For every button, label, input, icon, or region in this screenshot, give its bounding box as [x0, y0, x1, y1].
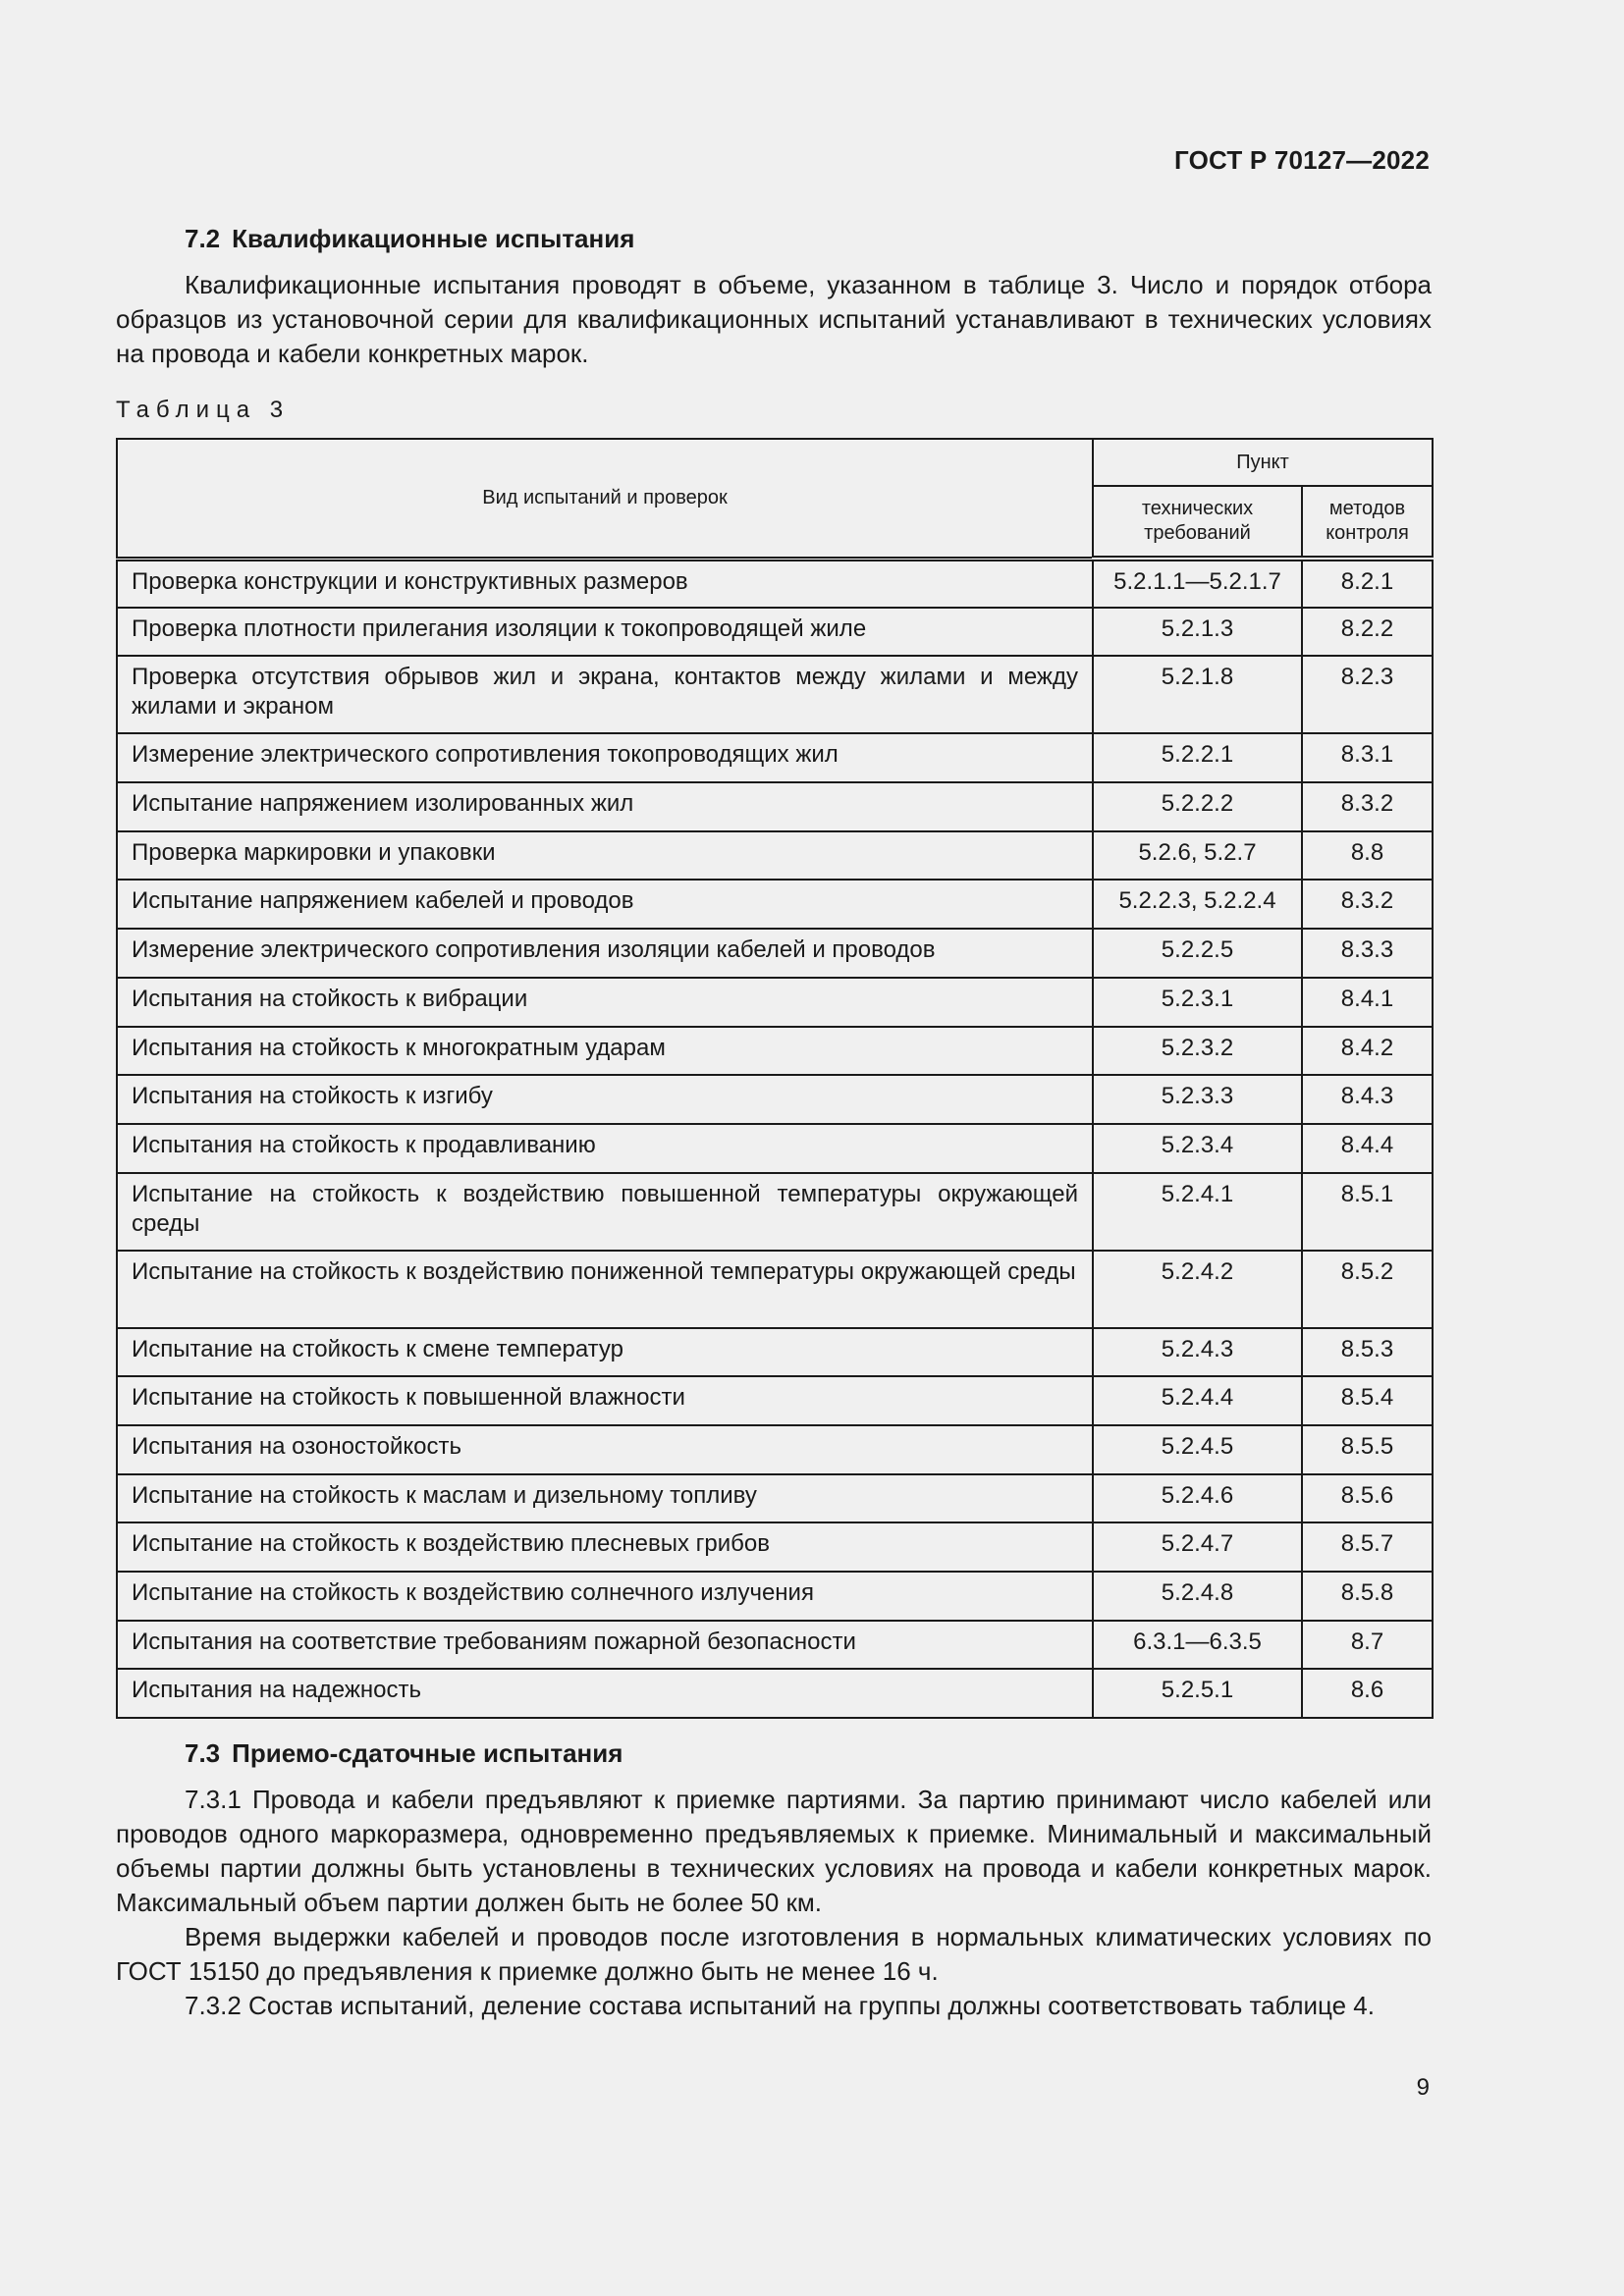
- header-tech-requirements: технических требований: [1093, 486, 1302, 559]
- requirement-clause-cell: 6.3.1—6.3.5: [1093, 1621, 1302, 1670]
- test-name-cell: Измерение электрического сопротивления токопроводящих жил: [117, 733, 1093, 782]
- test-name-cell: Испытание на стойкость к воздействию повышенной температуры окружающей среды: [117, 1173, 1093, 1251]
- requirement-clause-cell: 5.2.4.4: [1093, 1376, 1302, 1425]
- table-row: [117, 831, 1433, 881]
- test-name-cell: Проверка отсутствия обрывов жил и экрана, контактов между жилами и между жилами и экраном: [117, 656, 1093, 733]
- page-number: 9: [1416, 2074, 1430, 2101]
- table-row: [117, 656, 1433, 733]
- requirement-clause-cell: 5.2.2.2: [1093, 782, 1302, 831]
- method-clause-cell: 8.3.1: [1302, 733, 1433, 782]
- requirement-clause-cell: 5.2.1.3: [1093, 608, 1302, 657]
- table-row: [117, 1027, 1433, 1076]
- requirement-clause-cell: 5.2.4.6: [1093, 1474, 1302, 1523]
- table-row: [117, 929, 1433, 978]
- method-clause-cell: 8.5.2: [1302, 1251, 1433, 1328]
- test-name-cell: Испытание на стойкость к воздействию солнечного излучения: [117, 1572, 1093, 1621]
- paragraph: 7.3.2 Состав испытаний, деление состава испытаний на группы должны соответствовать таблице 4.: [185, 1991, 1375, 2021]
- method-clause-cell: 8.5.4: [1302, 1376, 1433, 1425]
- requirement-clause-cell: 5.2.5.1: [1093, 1669, 1302, 1718]
- table-row: [117, 608, 1433, 657]
- method-clause-cell: 8.8: [1302, 831, 1433, 881]
- table-row: [117, 1474, 1433, 1523]
- requirement-clause-cell: 5.2.4.5: [1093, 1425, 1302, 1474]
- method-clause-cell: 8.2.3: [1302, 656, 1433, 733]
- table-row: [117, 1425, 1433, 1474]
- table-row: [117, 1669, 1433, 1718]
- method-clause-cell: 8.3.2: [1302, 880, 1433, 929]
- requirement-clause-cell: 5.2.2.5: [1093, 929, 1302, 978]
- method-clause-cell: 8.3.3: [1302, 929, 1433, 978]
- table-row: [117, 1376, 1433, 1425]
- method-clause-cell: 8.4.2: [1302, 1027, 1433, 1076]
- table-row: [117, 1251, 1433, 1328]
- method-clause-cell: 8.3.2: [1302, 782, 1433, 831]
- requirement-clause-cell: 5.2.4.7: [1093, 1522, 1302, 1572]
- page-content: [116, 224, 1432, 2023]
- section-heading-7-3: [185, 1738, 1432, 1769]
- header-control-methods: методов контроля: [1302, 486, 1433, 559]
- requirement-clause-cell: 5.2.1.1—5.2.1.7: [1093, 559, 1302, 608]
- method-clause-cell: 8.5.5: [1302, 1425, 1433, 1474]
- test-name-cell: Измерение электрического сопротивления изоляции кабелей и проводов: [117, 929, 1093, 978]
- table-row: [117, 978, 1433, 1027]
- paragraph: Время выдержки кабелей и проводов после изготовления в нормальных климатических условиях по ГОСТ 15150 до предъявления к приемке должно быть не менее 16 ч.: [116, 1922, 1432, 1987]
- requirement-clause-cell: 5.2.3.4: [1093, 1124, 1302, 1173]
- table-row: [117, 1124, 1433, 1173]
- header-test-type: Вид испытаний и проверок: [117, 439, 1093, 559]
- section-number: 7.3: [185, 1738, 221, 1769]
- requirement-clause-cell: 5.2.4.3: [1093, 1328, 1302, 1377]
- test-name-cell: Испытания на соответствие требованиям пожарной безопасности: [117, 1621, 1093, 1670]
- table-row: [117, 880, 1433, 929]
- requirement-clause-cell: 5.2.4.8: [1093, 1572, 1302, 1621]
- test-name-cell: Проверка плотности прилегания изоляции к токопроводящей жиле: [117, 608, 1093, 657]
- header-clause: Пункт: [1093, 439, 1433, 486]
- table-row: [117, 1621, 1433, 1670]
- method-clause-cell: 8.7: [1302, 1621, 1433, 1670]
- requirement-clause-cell: 5.2.2.1: [1093, 733, 1302, 782]
- requirement-clause-cell: 5.2.2.3, 5.2.2.4: [1093, 880, 1302, 929]
- method-clause-cell: 8.4.4: [1302, 1124, 1433, 1173]
- table-body: [117, 559, 1433, 1718]
- test-name-cell: Испытание напряжением кабелей и проводов: [117, 880, 1093, 929]
- test-name-cell: Испытание на стойкость к воздействию пониженной температуры окружающей среды: [117, 1251, 1093, 1328]
- test-name-cell: Испытания на озоностойкость: [117, 1425, 1093, 1474]
- requirement-clause-cell: 5.2.4.2: [1093, 1251, 1302, 1328]
- method-clause-cell: 8.5.3: [1302, 1328, 1433, 1377]
- table-caption: Таблица 3: [116, 397, 291, 423]
- paragraph: 7.3.1 Провода и кабели предъявляют к приемке партиями. За партию принимают число кабелей или проводов одного маркоразмера, одновременно предъявляемых к приемке. Минимальный и максимальный объемы партии должны быть установлены в технических условиях на провода и кабели конкретных марок. Максимальный объем партии должен быть не более 50 км.: [116, 1785, 1432, 1918]
- section-title: Квалификационные испытания: [232, 224, 635, 253]
- table-row: [117, 1328, 1433, 1377]
- table-row: [117, 559, 1433, 608]
- test-name-cell: Испытание напряжением изолированных жил: [117, 782, 1093, 831]
- table-row: [117, 733, 1433, 782]
- test-name-cell: Испытания на надежность: [117, 1669, 1093, 1718]
- section-title: Приемо-сдаточные испытания: [232, 1738, 623, 1769]
- test-name-cell: Испытания на стойкость к вибрации: [117, 978, 1093, 1027]
- method-clause-cell: 8.5.1: [1302, 1173, 1433, 1251]
- method-clause-cell: 8.2.2: [1302, 608, 1433, 657]
- method-clause-cell: 8.4.3: [1302, 1075, 1433, 1124]
- requirement-clause-cell: 5.2.3.3: [1093, 1075, 1302, 1124]
- requirement-clause-cell: 5.2.6, 5.2.7: [1093, 831, 1302, 881]
- table-row: [117, 1075, 1433, 1124]
- test-name-cell: Испытание на стойкость к воздействию плесневых грибов: [117, 1522, 1093, 1572]
- test-name-cell: Испытание на стойкость к повышенной влажности: [117, 1376, 1093, 1425]
- paragraph: Квалификационные испытания проводят в объеме, указанном в таблице 3. Число и порядок отбора образцов из установочной серии для квалификационных испытаний устанавливают в технических условиях на провода и кабели конкретных марок.: [116, 270, 1432, 368]
- test-name-cell: Испытания на стойкость к изгибу: [117, 1075, 1093, 1124]
- tests-table: [116, 438, 1434, 1719]
- test-name-cell: Проверка конструкции и конструктивных размеров: [117, 559, 1093, 608]
- table-header: [117, 439, 1433, 559]
- test-name-cell: Проверка маркировки и упаковки: [117, 831, 1093, 881]
- document-code: ГОСТ Р 70127—2022: [1174, 145, 1430, 175]
- requirement-clause-cell: 5.2.1.8: [1093, 656, 1302, 733]
- requirement-clause-cell: 5.2.3.1: [1093, 978, 1302, 1027]
- method-clause-cell: 8.6: [1302, 1669, 1433, 1718]
- test-name-cell: Испытание на стойкость к смене температур: [117, 1328, 1093, 1377]
- table-row: [117, 1572, 1433, 1621]
- method-clause-cell: 8.4.1: [1302, 978, 1433, 1027]
- test-name-cell: Испытания на стойкость к многократным ударам: [117, 1027, 1093, 1076]
- table-row: [117, 782, 1433, 831]
- table-row: [117, 1522, 1433, 1572]
- section-number: 7.2: [185, 224, 221, 253]
- section-heading-7-2: [185, 224, 1432, 254]
- test-name-cell: Испытания на стойкость к продавливанию: [117, 1124, 1093, 1173]
- table-row: [117, 1173, 1433, 1251]
- method-clause-cell: 8.5.7: [1302, 1522, 1433, 1572]
- method-clause-cell: 8.5.6: [1302, 1474, 1433, 1523]
- method-clause-cell: 8.2.1: [1302, 559, 1433, 608]
- test-name-cell: Испытание на стойкость к маслам и дизельному топливу: [117, 1474, 1093, 1523]
- requirement-clause-cell: 5.2.3.2: [1093, 1027, 1302, 1076]
- method-clause-cell: 8.5.8: [1302, 1572, 1433, 1621]
- requirement-clause-cell: 5.2.4.1: [1093, 1173, 1302, 1251]
